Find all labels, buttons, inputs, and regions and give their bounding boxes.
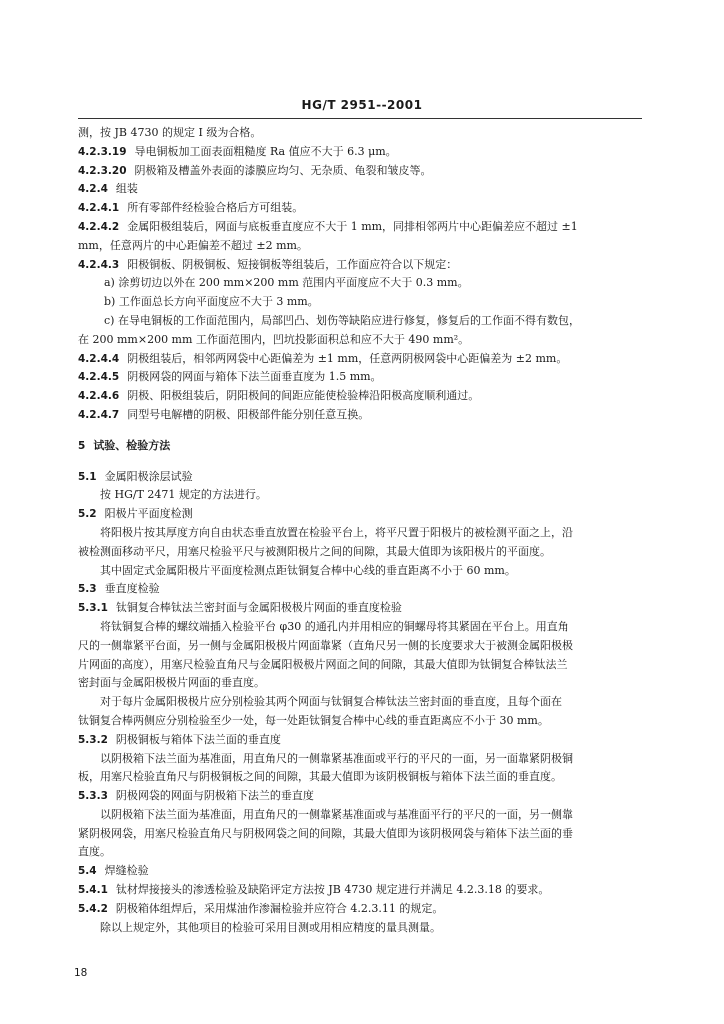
clause-number: 4.2.4.7: [78, 408, 120, 421]
clause-number: 4.2.4.5: [78, 371, 120, 384]
text-line: [78, 787, 644, 806]
clause-text: 金属阳极组装后，网面与底板垂直度应不大于 1 mm，同排相邻两片中心距偏差应不超过 ±1: [127, 219, 578, 233]
clause-number: 4.2.4.3: [78, 258, 120, 271]
clause-text: 金属阳极涂层试验: [104, 469, 193, 483]
clause-text: 钛铜复合棒两侧应分别检验至少一处，每一处距钛铜复合棒中心线的垂直距离应不小于 30 mm。: [78, 713, 549, 727]
clause-number: 4.2.3.19: [78, 145, 127, 158]
text-line: [78, 486, 644, 505]
text-line: [78, 806, 644, 825]
clause-text: 阴极组装后，相邻两网袋中心距偏差为 ±1 mm，任意两阴极网袋中心距偏差为 ±2 mm。: [127, 351, 568, 365]
clause-text: 除以上规定外，其他项目的检验可采用目测或用相应精度的量具测量。: [100, 920, 441, 934]
text-line: [78, 768, 644, 787]
text-line: [78, 750, 644, 769]
text-line: [78, 674, 644, 693]
text-line: [78, 825, 644, 844]
clause-text: 垂直度检验: [104, 582, 160, 596]
clause-number: 5.4: [78, 865, 97, 878]
clause-text: 所有零部件经检验合格后方可组装。: [127, 201, 304, 215]
text-line: [78, 656, 644, 675]
spacer: [78, 425, 644, 437]
clause-text: 板，用塞尺检验直角尺与阴极铜板之间的间隙，其最大值即为该阴极铜板与箱体下法兰面的垂直度。: [78, 770, 562, 784]
clause-text: 组装: [115, 182, 138, 196]
clause-text: 钛铜复合棒钛法兰密封面与金属阳极极片网面的垂直度检验: [115, 601, 402, 615]
clause-text: a) 涂剪切边以外在 200 mm×200 mm 范围内平面度应不大于 0.3 mm。: [104, 276, 469, 290]
text-line: [78, 312, 644, 331]
clause-text: 试验、检验方法: [93, 438, 171, 452]
clause-text: 密封面与金属阳极极片网面的垂直度。: [78, 676, 265, 690]
text-line: [78, 218, 644, 237]
clause-text: 以阴极箱下法兰面为基准面，用直角尺的一侧靠紧基准面或与基准面平行的平尺的一面，另一侧靠: [100, 807, 573, 821]
text-line: [78, 618, 644, 637]
text-line: [78, 562, 644, 581]
clause-text: 阴极网袋的网面与箱体下法兰面垂直度为 1.5 mm。: [127, 370, 382, 384]
text-line: [78, 143, 644, 162]
standard-header: HG/T 2951--2001: [301, 98, 423, 112]
text-line: [78, 505, 644, 524]
text-line: [78, 237, 644, 256]
clause-text: 在 200 mm×200 mm 工作面范围内，凹坑投影面积总和应不大于 490 mm²。: [78, 332, 470, 346]
text-line: [78, 731, 644, 750]
clause-text: 阴极箱及槽盖外表面的漆膜应均匀、无杂质、龟裂和皱皮等。: [134, 163, 432, 177]
clause-number: 5.1: [78, 470, 97, 483]
clause-text: b) 工作面总长方向平面度应不大于 3 mm。: [104, 295, 319, 309]
clause-number: 5: [78, 439, 86, 452]
clause-text: c) 在导电铜板的工作面范围内，局部凹凸、划伤等缺陷应进行修复，修复后的工作面不得有数包，: [104, 313, 580, 327]
clause-number: 5.2: [78, 508, 97, 521]
text-line: [78, 274, 644, 293]
text-line: [78, 599, 644, 618]
text-line: [78, 199, 644, 218]
clause-text: 按 HG/T 2471 规定的方法进行。: [100, 488, 267, 502]
page-number: 18: [74, 967, 88, 979]
clause-text: 焊缝检验: [104, 864, 149, 878]
clause-number: 4.2.3.20: [78, 164, 127, 177]
text-line: [78, 331, 644, 350]
text-line: [78, 543, 644, 562]
clause-number: 4.2.4.6: [78, 390, 120, 403]
clause-text: 对于每片金属阳极极片应分别检验其两个网面与钛铜复合棒钛法兰密封面的垂直度，且每个面在: [100, 695, 562, 709]
clause-text: 直度。: [78, 845, 111, 859]
clause-text: 其中固定式金属阳极片平面度检测点距钛铜复合棒中心线的垂直距离不小于 60 mm。: [100, 563, 516, 577]
clause-text: 阴极网袋的网面与阴极箱下法兰的垂直度: [115, 789, 314, 803]
clause-number: 4.2.4.1: [78, 202, 120, 215]
clause-text: 阴极、阳极组装后，阴阳极间的间距应能使检验棒沿阳极高度顺利通过。: [127, 389, 480, 403]
clause-text: 同型号电解槽的阴极、阳极部件能分别任意互换。: [127, 407, 370, 421]
document-body: [78, 124, 644, 937]
text-line: [78, 524, 644, 543]
clause-text: 钛材焊接接头的渗透检验及缺陷评定方法按 JB 4730 规定进行并满足 4.2.3.18 的要求。: [115, 883, 550, 897]
clause-text: 阴极箱体组焊后，采用煤油作渗漏检验并应符合 4.2.3.11 的规定。: [115, 901, 444, 915]
text-line: [78, 900, 644, 919]
clause-number: 5.3.3: [78, 790, 108, 803]
clause-text: 片网面的高度），用塞尺检验直角尺与金属阳极极片网面之间的间隙，其最大值即为钛铜复合棒钛法兰: [78, 657, 568, 671]
text-line: [78, 256, 644, 275]
text-line: [78, 180, 644, 199]
clause-text: 以阴极箱下法兰面为基准面，用直角尺的一侧靠紧基准面或平行的平尺的一面，另一面靠紧阴极铜: [100, 751, 573, 765]
text-line: [78, 919, 644, 938]
text-line: [78, 368, 644, 387]
clause-number: 4.2.4.4: [78, 352, 120, 365]
text-line: [78, 580, 644, 599]
spacer: [78, 456, 644, 468]
text-line: [78, 162, 644, 181]
text-line: [78, 468, 644, 487]
clause-text: mm，任意两片的中心距偏差不超过 ±2 mm。: [78, 238, 308, 252]
clause-text: 阴极铜板与箱体下法兰面的垂直度: [115, 732, 281, 746]
clause-number: 5.3.2: [78, 733, 108, 746]
clause-text: 测，按 JB 4730 的规定 Ⅰ 级为合格。: [78, 126, 262, 139]
clause-text: 尺的一侧靠紧平台面，另一侧与金属阳极极片网面靠紧（直角尺另一侧的长度要求大于被测金属阳极极: [78, 638, 573, 652]
clause-text: 被检测面移动平尺，用塞尺检验平尺与被测阳极片之间的间隙，其最大值即为该阳极片的平面度。: [78, 544, 551, 558]
header-rule: [78, 118, 642, 119]
text-line: [78, 124, 644, 143]
clause-text: 阳极片平面度检测: [104, 507, 193, 521]
clause-number: 4.2.4.2: [78, 220, 120, 233]
clause-number: 5.3: [78, 583, 97, 596]
text-line: [78, 881, 644, 900]
clause-text: 导电铜板加工面表面粗糙度 Ra 值应不大于 6.3 μm。: [134, 144, 397, 158]
clause-text: 紧阴极网袋，用塞尺检验直角尺与阴极网袋之间的间隙，其最大值即为该阴极网袋与箱体下法兰面的垂: [78, 826, 573, 840]
clause-text: 阳极铜板、阴极铜板、短接铜板等组装后，工作面应符合以下规定：: [127, 257, 458, 271]
text-line: [78, 406, 644, 425]
text-line: [78, 843, 644, 862]
clause-number: 4.2.4: [78, 183, 108, 196]
clause-number: 5.3.1: [78, 602, 108, 615]
clause-number: 5.4.2: [78, 902, 108, 915]
text-line: [78, 712, 644, 731]
clause-text: 将钛铜复合棒的螺纹端插入检验平台 φ30 的通孔内并用相应的铜螺母将其紧固在平台上。用直角: [100, 619, 569, 633]
clause-number: 5.4.1: [78, 884, 108, 897]
text-line: [78, 293, 644, 312]
text-line: [78, 693, 644, 712]
text-line: [78, 350, 644, 369]
text-line: [78, 862, 644, 881]
section-heading: [78, 437, 644, 456]
clause-text: 将阳极片按其厚度方向自由状态垂直放置在检验平台上，将平尺置于阳极片的被检测平面之上，沿: [100, 525, 573, 539]
text-line: [78, 387, 644, 406]
text-line: [78, 637, 644, 656]
